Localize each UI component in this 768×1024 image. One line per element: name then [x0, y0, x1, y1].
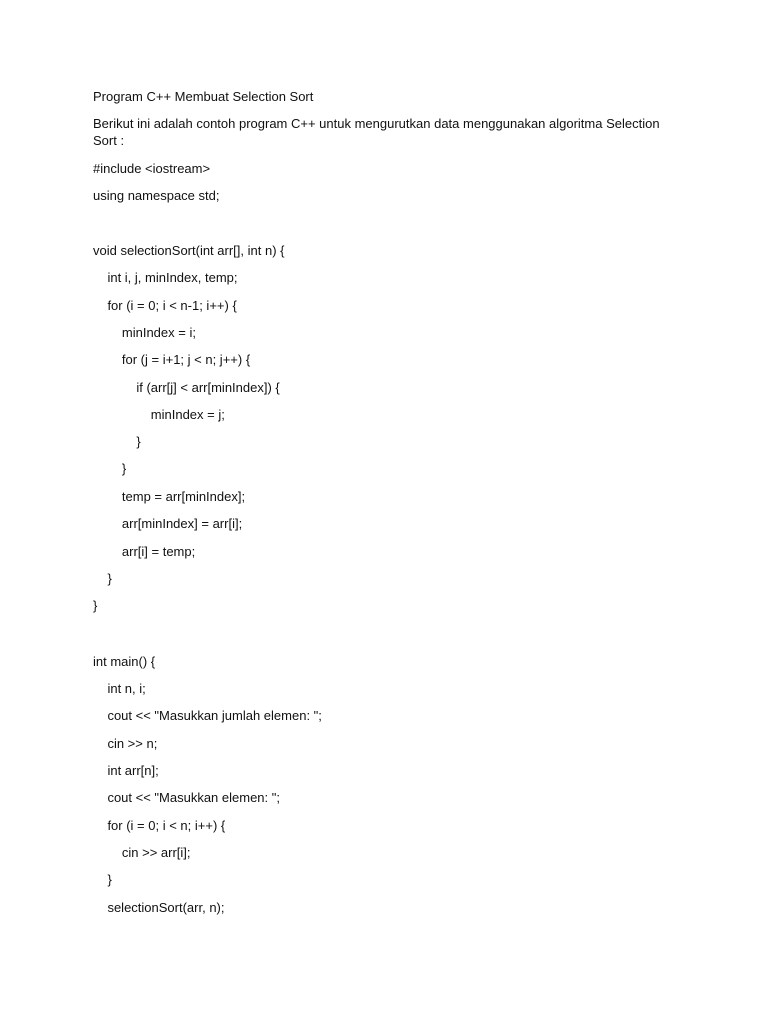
- code-line: selectionSort(arr, n);: [93, 900, 225, 915]
- code-line: minIndex = i;: [93, 325, 196, 340]
- document-title: Program C++ Membuat Selection Sort: [93, 89, 314, 104]
- code-line: }: [93, 434, 141, 449]
- code-line: }: [93, 461, 127, 476]
- code-line: cin >> arr[i];: [93, 845, 191, 860]
- code-line: }: [93, 872, 112, 887]
- code-line: }: [93, 571, 112, 586]
- code-line: int i, j, minIndex, temp;: [93, 270, 238, 285]
- code-line: using namespace std;: [93, 188, 220, 203]
- code-line: for (i = 0; i < n; i++) {: [93, 818, 226, 833]
- code-line: for (i = 0; i < n-1; i++) {: [93, 298, 237, 313]
- code-line: temp = arr[minIndex];: [93, 489, 246, 504]
- code-line: }: [93, 598, 98, 613]
- code-line: cin >> n;: [93, 736, 158, 751]
- code-line: int arr[n];: [93, 763, 159, 778]
- code-line: cout << "Masukkan elemen: ";: [93, 790, 280, 805]
- code-line: #include <iostream>: [93, 161, 211, 176]
- code-line: void selectionSort(int arr[], int n) {: [93, 243, 285, 258]
- code-line: minIndex = j;: [93, 407, 225, 422]
- code-line: int n, i;: [93, 681, 146, 696]
- code-line: if (arr[j] < arr[minIndex]) {: [93, 380, 280, 395]
- code-line: for (j = i+1; j < n; j++) {: [93, 352, 251, 367]
- code-line: cout << "Masukkan jumlah elemen: ";: [93, 708, 322, 723]
- code-line: arr[minIndex] = arr[i];: [93, 516, 243, 531]
- code-line: arr[i] = temp;: [93, 544, 196, 559]
- intro-paragraph: Berikut ini adalah contoh program C++ untuk mengurutkan data menggunakan algoritma Selection Sort :: [93, 116, 660, 148]
- code-line: int main() {: [93, 654, 156, 669]
